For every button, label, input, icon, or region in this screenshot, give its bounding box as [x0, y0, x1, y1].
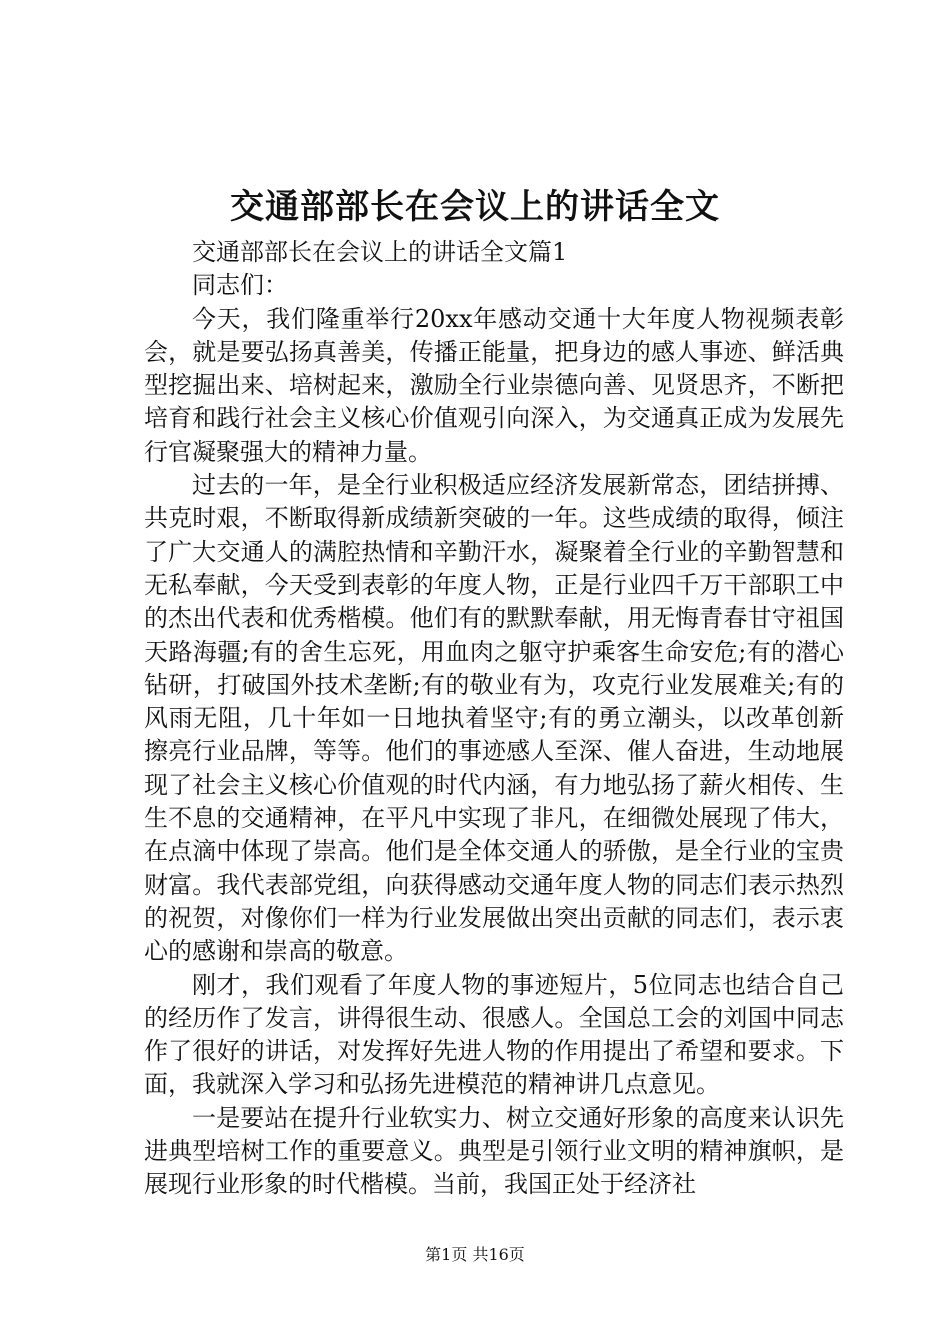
paragraph-salutation: 同志们： — [192, 271, 288, 300]
document-body — [144, 236, 844, 1202]
paragraph: 今天，我们隆重举行20xx年感动交通十大年度人物视频表彰会，就是要弘扬真善美，传播正能量，把身边的感人事迹、鲜活典型挖掘出来、培树起来，激励全行业崇德向善、见贤思齐，不断把培育和践行社会主义核心价值观引向深入，为交通真正成为发展先行官凝聚强大的精神力量。 — [144, 304, 844, 466]
paragraph: 过去的一年，是全行业积极适应经济发展新常态，团结拼搏、共克时艰，不断取得新成绩新突破的一年。这些成绩的取得，倾注了广大交通人的满腔热情和辛勤汗水，凝聚着全行业的辛勤智慧和无私奉献，今天受到表彰的年度人物，正是行业四千万干部职工中的杰出代表和优秀楷模。他们有的默默奉献，用无悔青春甘守祖国天路海疆;有的舍生忘死，用血肉之躯守护乘客生命安危;有的潜心钻研，打破国外技术垄断;有的敬业有为，攻克行业发展难关;有的风雨无阻，几十年如一日地执着坚守;有的勇立潮头，以改革创新擦亮行业品牌，等等。他们的事迹感人至深、催人奋进，生动地展现了社会主义核心价值观的时代内涵，有力地弘扬了薪火相传、生生不息的交通精神，在平凡中实现了非凡，在细微处展现了伟大，在点滴中体现了崇高。他们是全体交通人的骄傲，是全行业的宝贵财富。我代表部党组，向获得感动交通年度人物的同志们表示热烈的祝贺，对像你们一样为行业发展做出突出贡献的同志们，表示衷心的感谢和崇高的敬意。 — [144, 471, 844, 966]
paragraph: 刚才，我们观看了年度人物的事迹短片，5位同志也结合自己的经历作了发言，讲得很生动、很感人。全国总工会的刘国中同志作了很好的讲话，对发挥好先进人物的作用提出了希望和要求。下面，我就深入学习和弘扬先进模范的精神讲几点意见。 — [144, 970, 844, 1099]
paragraph-heading: 交通部部长在会议上的讲话全文篇1 — [192, 238, 568, 266]
paragraph: 一是要站在提升行业软实力、树立交通好形象的高度来认识先进典型培树工作的重要意义。典型是引领行业文明的精神旗帜，是展现行业形象的时代楷模。当前，我国正处于经济社 — [144, 1103, 844, 1199]
page-footer: 第1页 共16页 — [425, 1245, 525, 1264]
document-title: 交通部部长在会议上的讲话全文 — [230, 187, 720, 227]
